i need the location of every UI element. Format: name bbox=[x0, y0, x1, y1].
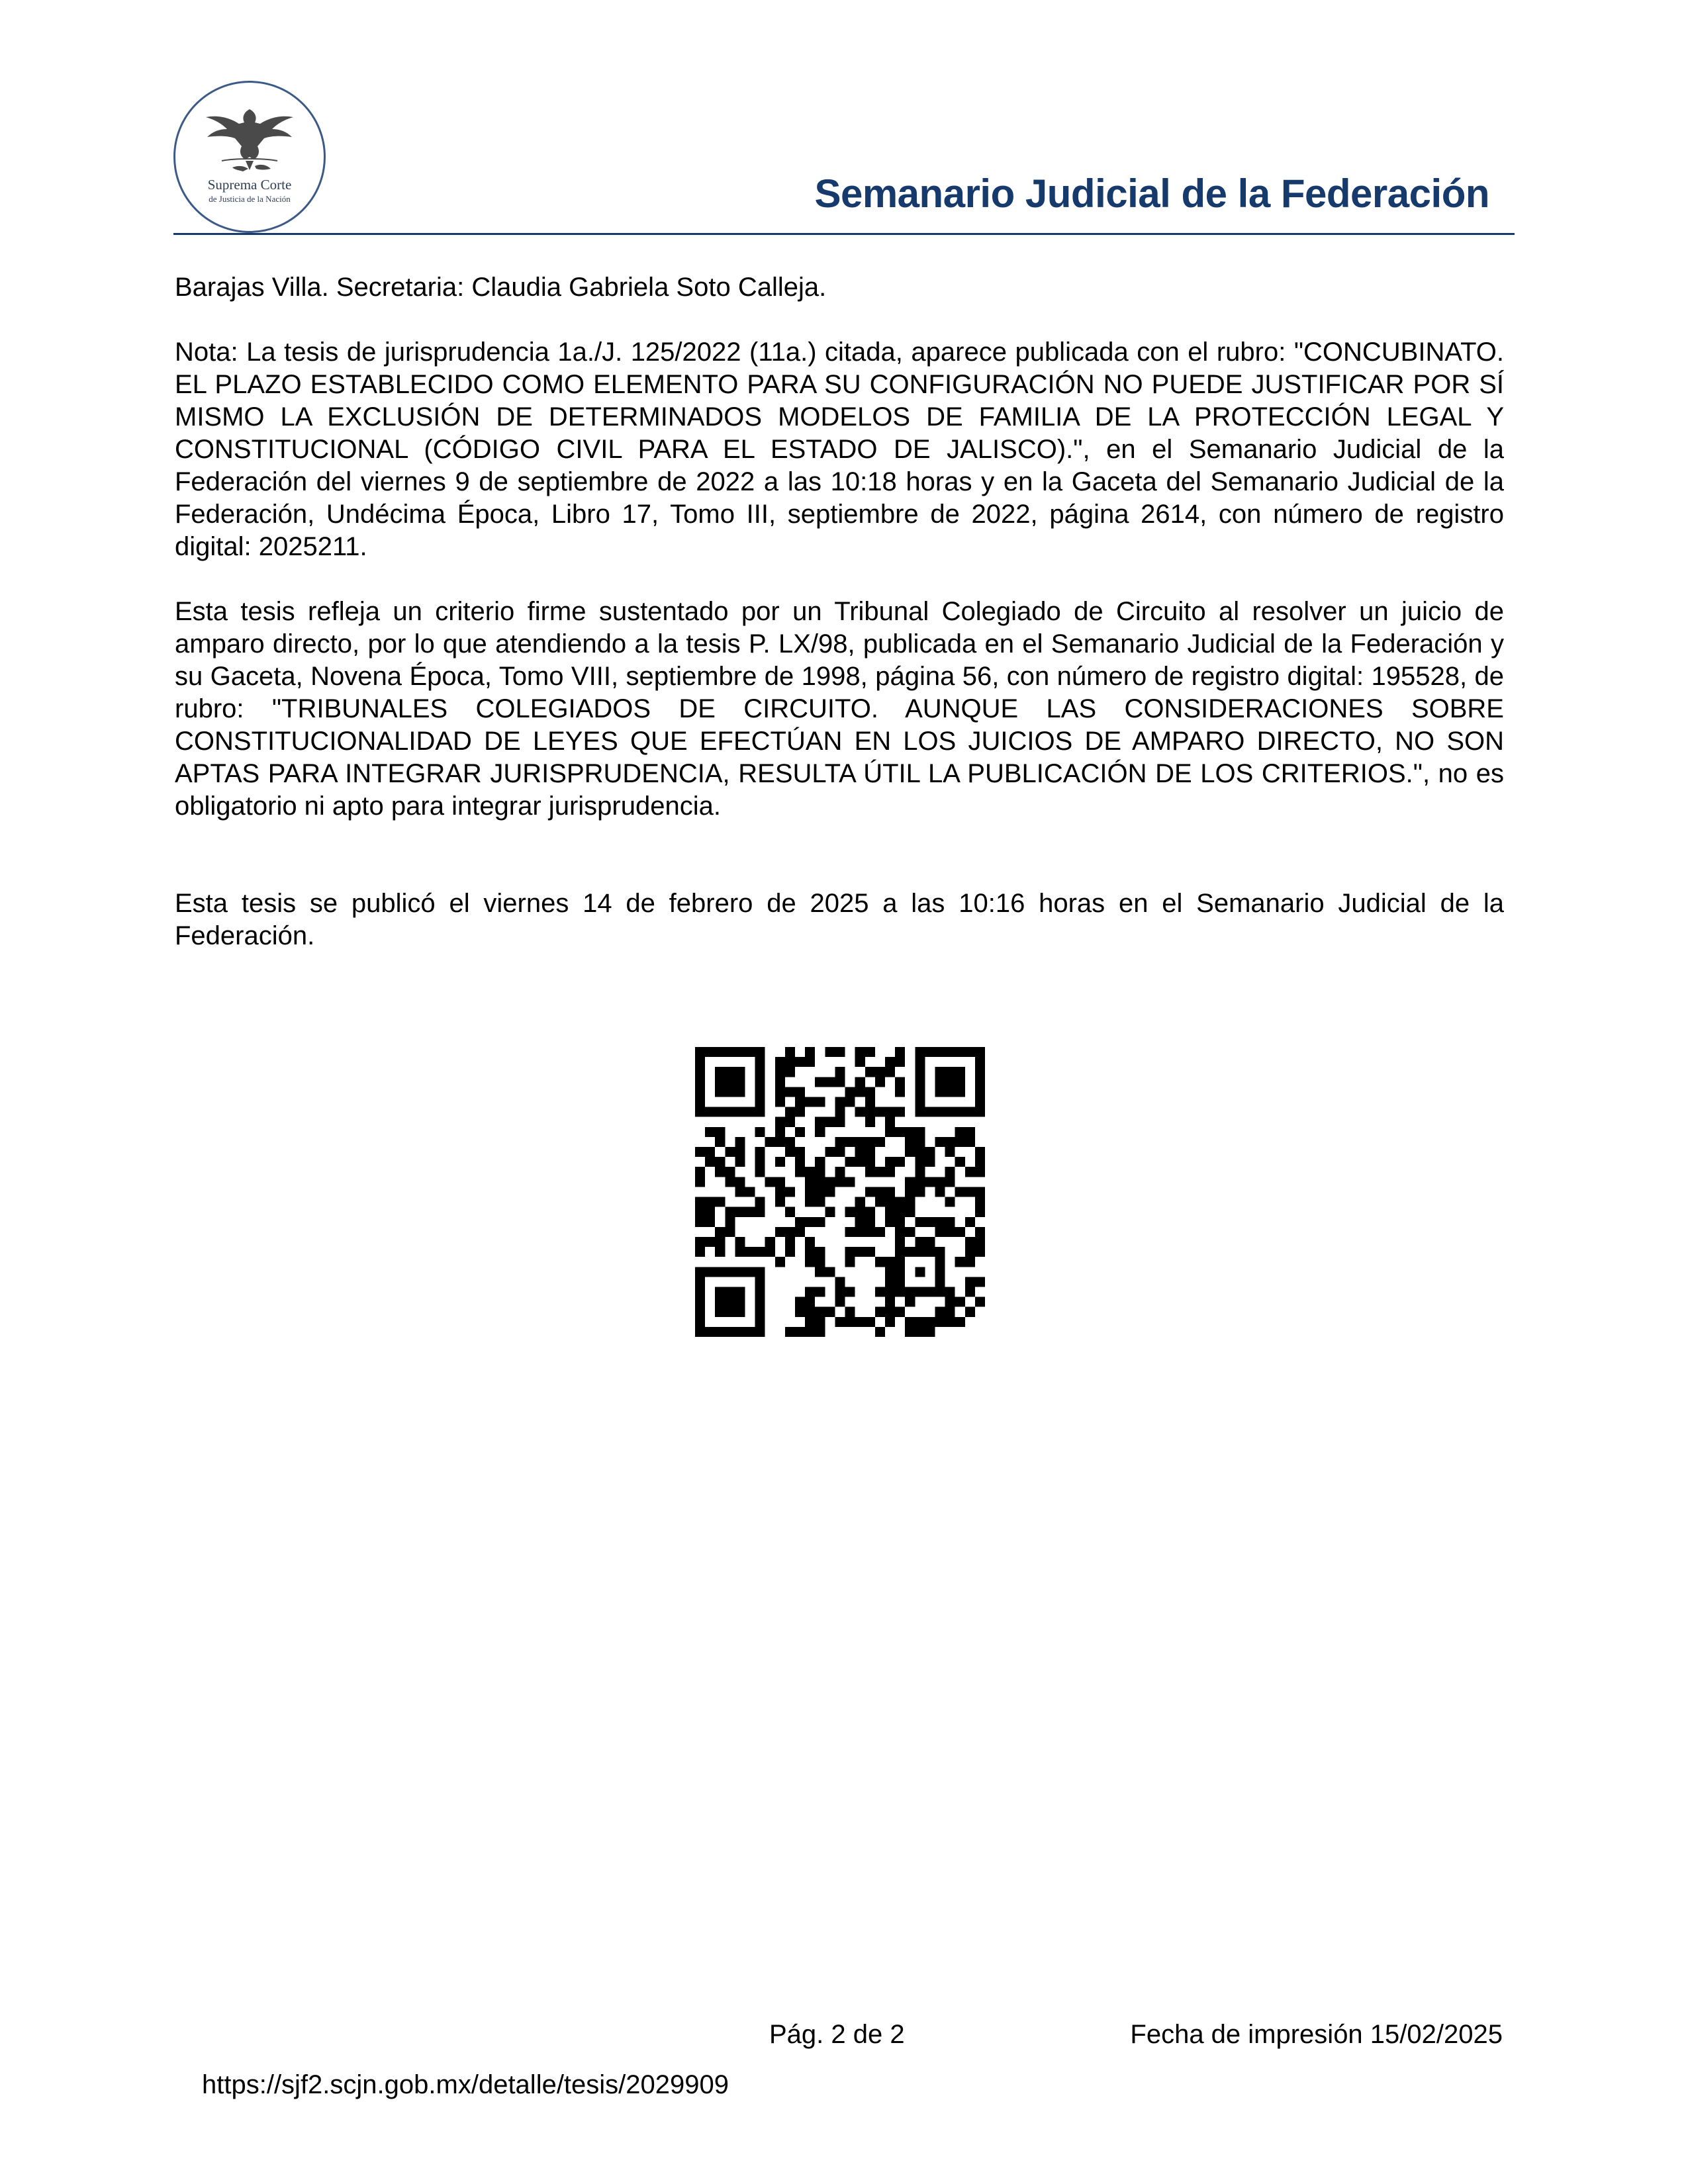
paragraph-secretaria: Barajas Villa. Secretaria: Claudia Gabriela Soto Calleja. bbox=[175, 273, 827, 302]
page-title: Semanario Judicial de la Federación bbox=[814, 171, 1489, 216]
header-divider bbox=[173, 233, 1515, 235]
paragraph-criterio: Esta tesis refleja un criterio firme sustentado por un Tribunal Colegiado de Circuito al resolver un juicio de amparo directo, por lo que atendiendo a la tesis P. LX/98, publicada en el Semanario Judicial de la Federación y su Gaceta, Novena Época, Tomo VIII, septiembre de 1998, página 56, con número de registro digital: 195528, de rubro: "TRIBUNALES COLEGIADOS DE CIRCUITO. AUNQUE LAS CONSIDERACIONES SOBRE CONSTITUCIONALIDAD DE LEYES QUE EFECTÚAN EN LOS JUICIOS DE AMPARO DIRECTO, NO SON APTAS PARA INTEGRAR JURISPRUDENCIA, RESULTA ÚTIL LA PUBLICACIÓN DE LOS CRITERIOS.", no es obligatorio ni apto para integrar jurisprudencia. bbox=[175, 597, 1504, 821]
print-date: Fecha de impresión 15/02/2025 bbox=[1130, 2020, 1503, 2049]
document-url: https://sjf2.scjn.gob.mx/detalle/tesis/2029909 bbox=[202, 2070, 729, 2099]
qr-code bbox=[695, 1047, 985, 1337]
supreme-court-seal bbox=[173, 81, 326, 233]
document-body bbox=[175, 271, 1504, 985]
seal-subtitle: de Justicia de la Nación bbox=[209, 194, 291, 204]
eagle-emblem-icon bbox=[175, 83, 324, 231]
paragraph-nota: Nota: La tesis de jurisprudencia 1a./J. 125/2022 (11a.) citada, aparece publicada con el rubro: "CONCUBINATO. EL PLAZO ESTABLECIDO COMO ELEMENTO PARA SU CONFIGURACIÓN NO PUEDE JUSTIFICAR POR SÍ MISMO LA EXCLUSIÓN DE DETERMINADOS MODELOS DE FAMILIA DE LA PROTECCIÓN LEGAL Y CONSTITUCIONAL (CÓDIGO CIVIL PARA EL ESTADO DE JALISCO).", en el Semanario Judicial de la Federación del viernes 9 de septiembre de 2022 a las 10:18 horas y en la Gaceta del Semanario Judicial de la Federación, Undécima Época, Libro 17, Tomo III, septiembre de 2022, página 2614, con número de registro digital: 2025211. bbox=[175, 338, 1504, 561]
page-number: Pág. 2 de 2 bbox=[769, 2020, 905, 2049]
qr-code-icon bbox=[695, 1047, 985, 1337]
seal-title: Suprema Corte bbox=[207, 177, 292, 193]
paragraph-publicacion: Esta tesis se publicó el viernes 14 de febrero de 2025 a las 10:16 horas en el Semanario Judicial de la Federación. bbox=[175, 889, 1504, 950]
